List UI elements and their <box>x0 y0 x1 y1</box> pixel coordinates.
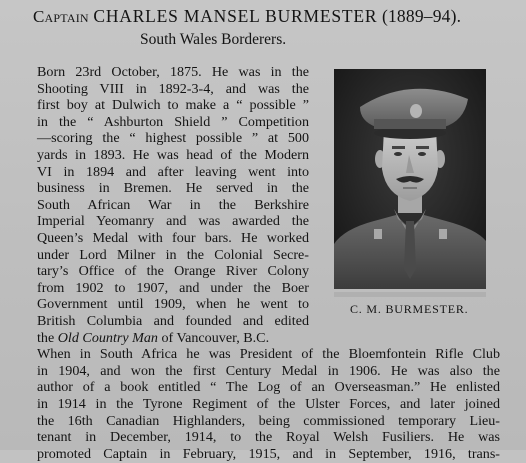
page-heading <box>33 6 503 27</box>
body-line: Government until 1909, when he went to <box>37 296 309 313</box>
body-line: business in Bremen. He served in the <box>37 180 309 197</box>
portrait-image <box>334 69 486 289</box>
body-line: under Lord Milner in the Colonial Secre- <box>37 246 309 263</box>
body-line: from 1902 to 1907, and under the Boer <box>37 279 309 296</box>
body-line: tary’s Office of the Orange River Colony <box>37 263 309 280</box>
body-line: promoted Captain in February, 1915, and in September, 1916, trans- <box>37 445 500 462</box>
body-line: Imperial Yeomanry and was awarded the <box>37 213 309 230</box>
body-line: Born 23rd October, 1875. He was in the <box>37 64 309 80</box>
school-years: (1889–94). <box>381 6 462 26</box>
body-line: British Columbia and founded and edited <box>37 313 309 329</box>
body-line: VI in 1894 and after leaving went into <box>37 163 309 180</box>
body-line: in the “ Ashburton Shield ” Competition <box>37 113 309 130</box>
photo-caption: C. M. BURMESTER. <box>350 302 469 316</box>
person-name: CHARLES MANSEL BURMESTER <box>93 6 378 26</box>
text-fragment: the <box>37 329 58 346</box>
body-line: author of a book entitled “ The Log of an Overseasman.” He enlisted <box>37 379 500 396</box>
body-line: first boy at Dulwich to make a “ possible ” <box>37 97 309 114</box>
photo-mount <box>334 292 486 297</box>
portrait-photo <box>334 69 486 289</box>
body-line: tenant in December, 1914, to the Royal Welsh Fusiliers. He was <box>37 429 500 446</box>
body-line: —scoring the “ highest possible ” at 500 <box>37 130 309 147</box>
regiment-name: South Wales Borderers. <box>140 31 287 48</box>
body-line: South African War in the Berkshire <box>37 196 309 213</box>
body-line: in 1914 in the Tyrone Regiment of the Ulster Forces, and later joined <box>37 396 500 412</box>
body-line: in 1904, and won the first Century Medal in 1906. He was also the <box>37 362 500 379</box>
body-line-newspaper <box>37 330 309 347</box>
rank-title: Captain <box>33 7 89 26</box>
body-line: Queen’s Medal with four bars. He worked <box>37 230 309 246</box>
body-line: the 16th Canadian Highlanders, being commissioned temporary Lieu- <box>37 412 500 429</box>
body-line: When in South Africa he was President of the Bloemfontein Rifle Club <box>37 346 500 363</box>
text-fragment: of Vancouver, B.C. <box>157 329 270 346</box>
newspaper-title: Old Country Man <box>57 329 158 346</box>
body-line: yards in 1893. He was head of the Modern <box>37 147 309 163</box>
body-line: Shooting VIII in 1892-3-4, and was the <box>37 80 309 97</box>
